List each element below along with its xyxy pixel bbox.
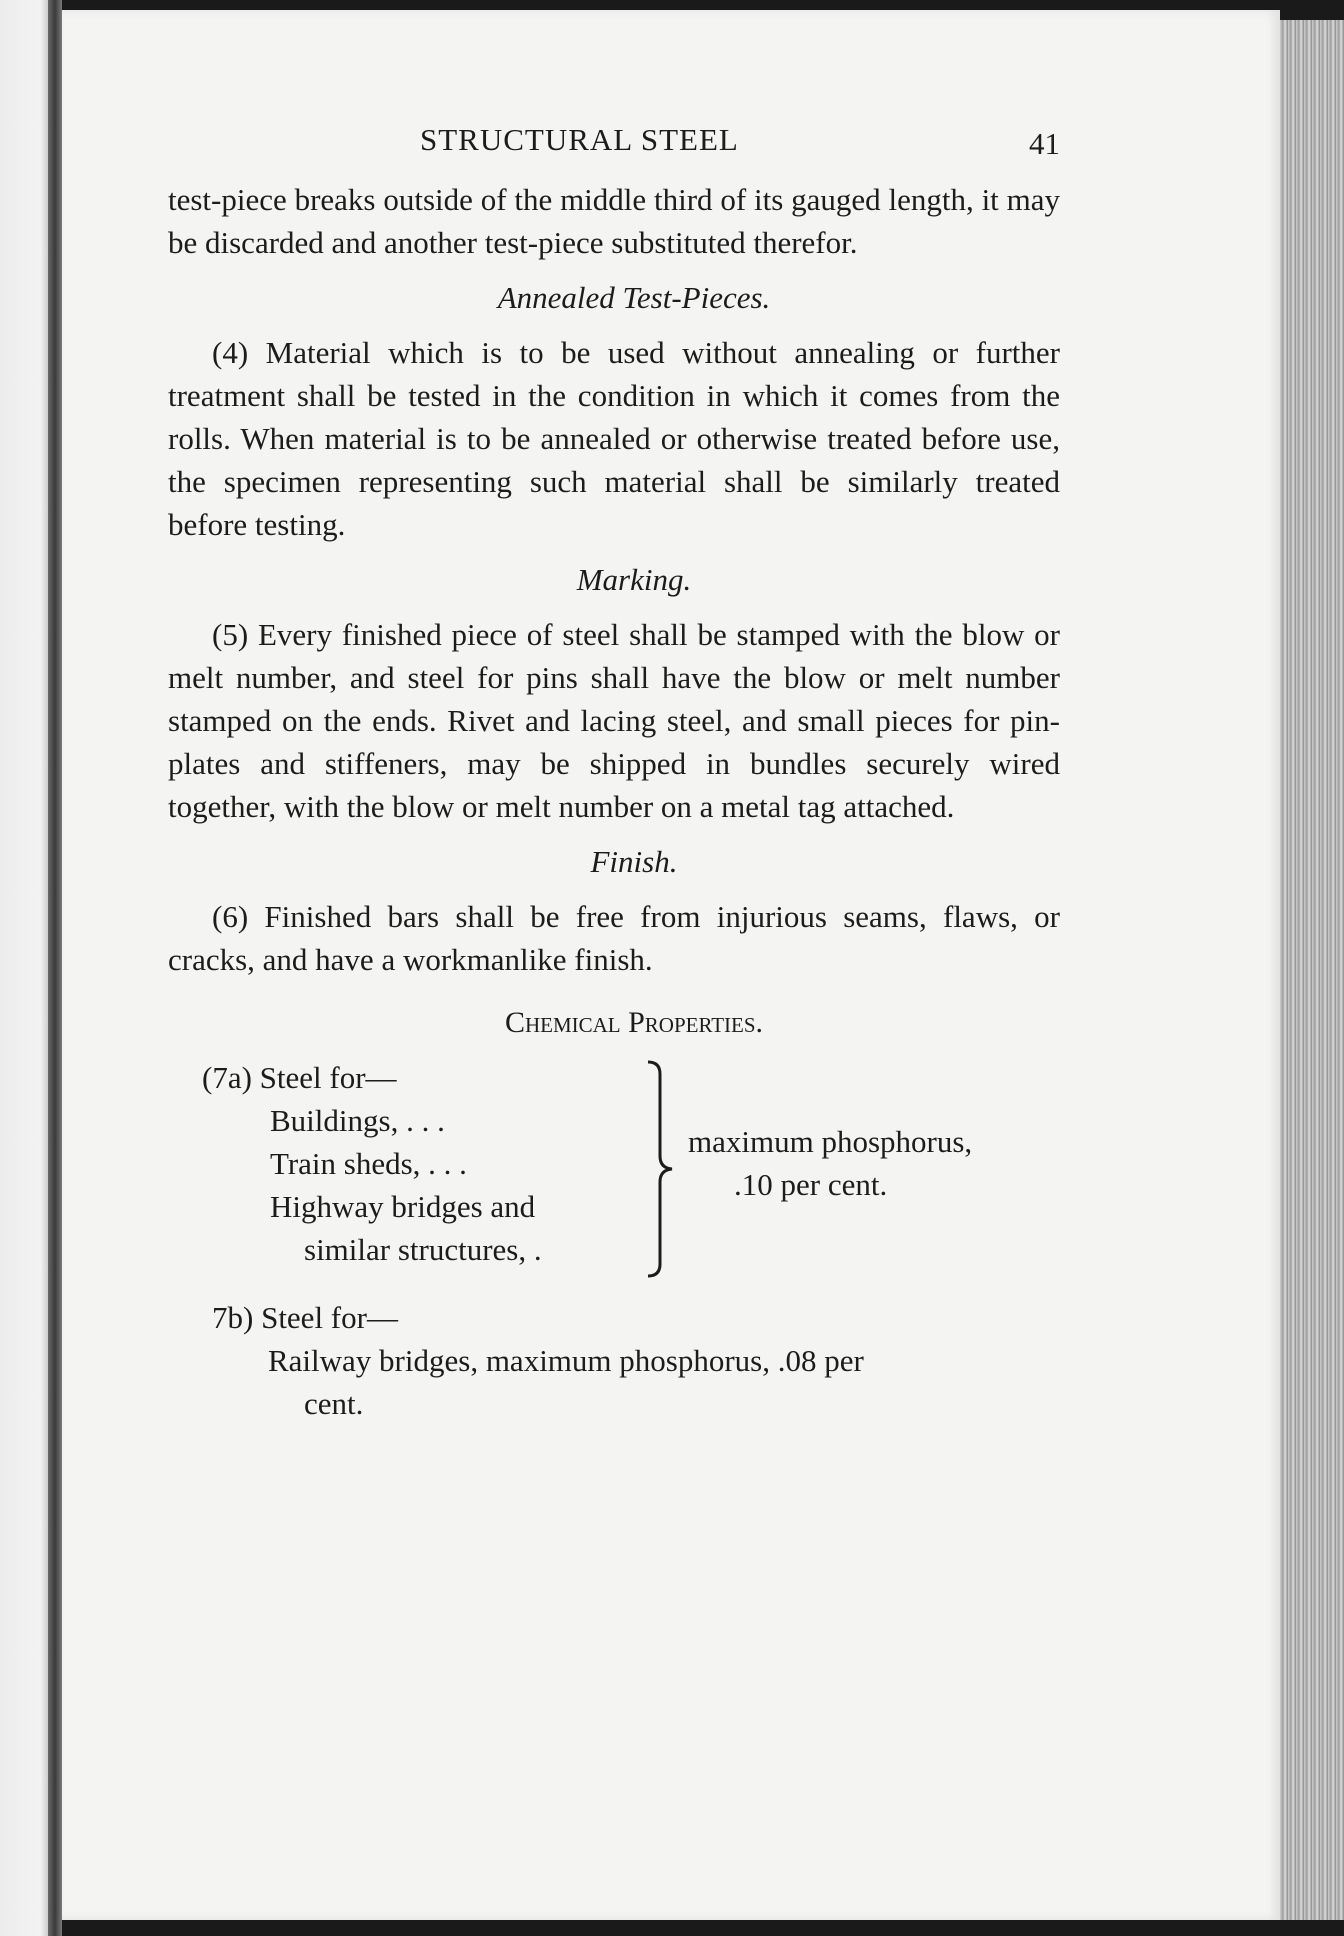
railway-line-1: Railway bridges, maximum phosphorus, .08 per bbox=[268, 1343, 864, 1378]
use-item: Buildings, . . . bbox=[270, 1103, 445, 1138]
use-item: Highway bridges and bbox=[270, 1189, 536, 1224]
page-text bbox=[168, 118, 1060, 1425]
chemical-uses-list bbox=[202, 1056, 642, 1271]
page-stack-edges bbox=[1280, 20, 1344, 1920]
chemical-table-7a bbox=[168, 1056, 1060, 1296]
result-line-1: maximum phosphorus, bbox=[688, 1124, 973, 1159]
item-7a-label: (7a) Steel for— bbox=[202, 1060, 397, 1095]
heading-marking: Marking. bbox=[576, 562, 692, 597]
heading-finish: Finish. bbox=[590, 844, 678, 879]
running-head-title: STRUCTURAL STEEL bbox=[420, 122, 739, 157]
right-brace-icon bbox=[644, 1060, 684, 1278]
paragraph-5: (5) Every finished piece of steel shall be stamped with the blow or melt number, and steel for pins shall have the blow or melt number stamped on the ends. Rivet and lacing steel, and small pieces for pin-plates and stiffeners, may be shipped in bundles securely wired together, with the blow or melt number on a metal tag attached. bbox=[168, 617, 1060, 824]
heading-chemical-properties: Chemical Properties. bbox=[504, 1006, 764, 1039]
paragraph-4: (4) Material which is to be used without annealing or further treatment shall be tested in the condition in which it comes from the rolls. When material is to be annealed or otherwise treated before use, the specimen representing such material shall be similarly treated before testing. bbox=[168, 335, 1060, 542]
use-item: Train sheds, . . . bbox=[270, 1146, 467, 1181]
book-spine bbox=[48, 0, 62, 1936]
paragraph-intro: test-piece breaks outside of the middle third of its gauged length, it may be discarded and another test-piece substituted therefor. bbox=[168, 182, 1060, 260]
page-number: 41 bbox=[1029, 126, 1060, 161]
railway-line-2: cent. bbox=[304, 1386, 364, 1421]
heading-annealed-test-pieces: Annealed Test-Pieces. bbox=[497, 280, 771, 315]
use-item: similar structures, . bbox=[304, 1232, 542, 1267]
running-head bbox=[168, 118, 1060, 170]
item-7b-label: 7b) Steel for— bbox=[212, 1300, 398, 1335]
paragraph-6: (6) Finished bars shall be free from injurious seams, flaws, or cracks, and have a workmanlike finish. bbox=[168, 899, 1060, 977]
result-line-2: .10 per cent. bbox=[734, 1167, 888, 1202]
chemical-result bbox=[688, 1120, 1068, 1206]
